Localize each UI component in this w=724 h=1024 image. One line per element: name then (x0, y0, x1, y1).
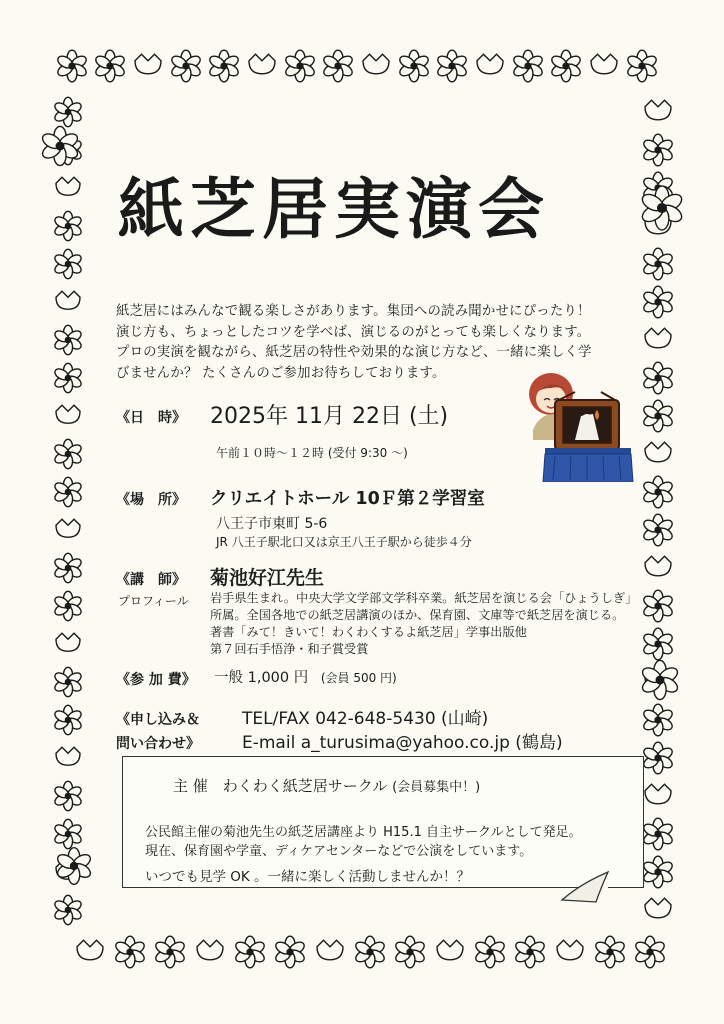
tulip-icon (197, 940, 223, 960)
flower-icon (114, 936, 146, 968)
flower-icon (53, 249, 83, 278)
flower-icon (53, 819, 83, 848)
tulip-icon (645, 898, 671, 918)
fee-label: 《参 加 費》 (116, 672, 196, 688)
flower-icon (53, 667, 83, 696)
flower-icon (53, 439, 83, 468)
profile-text (210, 590, 637, 658)
tulip-icon (56, 291, 80, 309)
organizer-body-line: 現在、保育園や学童、ディケアセンターなどで公演をしています。 (145, 844, 533, 859)
organizer-title: 主 催 わくわく紙芝居サークル (173, 777, 388, 795)
flower-icon (642, 286, 674, 318)
flower-icon (512, 50, 544, 82)
tulip-icon (645, 784, 671, 804)
tulip-icon (557, 940, 583, 960)
tulip-icon (645, 328, 671, 348)
profile-label: プロフィール (118, 594, 189, 608)
tulip-icon (77, 940, 103, 960)
organizer-cta: いつでも見学 OK 。一緒に楽しく活動しませんか！？ (145, 869, 471, 885)
flower-icon (53, 895, 83, 924)
fee-row (214, 666, 397, 687)
flower-icon (53, 211, 83, 240)
flower-icon (398, 50, 430, 82)
intro-line: プロの実演を観ながら、紙芝居の特性や効果的な演じ方など、一緒に楽しく学 (116, 345, 592, 360)
tulip-icon (363, 54, 389, 74)
tulip-icon (645, 100, 671, 120)
place-access: JR 八王子駅北口又は京王八王子駅から徒歩４分 (216, 535, 472, 549)
flower-icon (56, 50, 88, 82)
organizer-title-row (173, 775, 480, 796)
tulip-icon (56, 177, 80, 195)
place-label: 《場 所》 (116, 492, 186, 508)
tulip-icon (645, 442, 671, 462)
flower-icon (642, 590, 674, 622)
tulip-icon (135, 54, 161, 74)
place-address: 八王子市東町 5-6 (216, 516, 328, 532)
flower-icon (642, 818, 674, 850)
tulip-icon (249, 54, 275, 74)
time-value: 午前１０時～１２時 (受付 9:30 ～) (216, 446, 408, 460)
flower-icon (53, 553, 83, 582)
tulip-icon (437, 940, 463, 960)
flower-icon (474, 936, 506, 968)
flower-icon (514, 936, 546, 968)
tulip-icon (477, 54, 503, 74)
fee-member: (会員 500 円) (320, 671, 397, 685)
place-value: クリエイトホール 10Ｆ第２学習室 (210, 489, 485, 509)
intro-line: 紙芝居にはみんなで観る楽しさがあります。集団への読み聞かせにぴったり！ (116, 304, 591, 319)
flower-icon (154, 936, 186, 968)
flower-icon (642, 742, 674, 774)
flower-icon (170, 50, 202, 82)
profile-line: 所属。全国各地での紙芝居講演のほか、保育園、文庫等で紙芝居を演じる。 (210, 608, 625, 622)
flower-icon (53, 363, 83, 392)
flower-icon (550, 50, 582, 82)
date-label: 《日 時》 (116, 410, 186, 426)
lecturer-name: 菊池好江先生 (210, 567, 325, 589)
flower-icon (594, 936, 626, 968)
flower-icon (634, 936, 666, 968)
kamishibai-performer-illustration (515, 370, 635, 482)
flower-icon (642, 628, 674, 660)
flower-icon (94, 50, 126, 82)
flower-icon (642, 476, 674, 508)
flower-icon (284, 50, 316, 82)
organizer-body-line: 公民館主催の菊池先生の紙芝居講座より H15.1 自主サークルとして発足。 (145, 825, 582, 840)
fee-value: 一般 1,000 円 (214, 670, 309, 686)
organizer-box (122, 756, 644, 888)
date-value: 2025年 11月 22日 (土) (210, 404, 449, 429)
contact-email[interactable]: E-mail a_turusima@yahoo.co.jp (鶴島) (242, 733, 563, 753)
flower-icon (53, 477, 83, 506)
page-curl-icon (560, 870, 610, 904)
contact-tel: TEL/FAX 042-648-5430 (山崎) (242, 709, 489, 729)
intro-line: びませんか？ たくさんのご参加お待ちしております。 (116, 365, 446, 381)
flower-icon (436, 50, 468, 82)
tulip-icon (591, 54, 617, 74)
organizer-body (145, 823, 582, 861)
profile-line: 岩手県生まれ。中央大学文学部文学科卒業。紙芝居を演じる会「ひょうしぎ」 (210, 591, 638, 605)
flower-icon (354, 936, 386, 968)
flower-icon (642, 514, 674, 546)
flower-icon (642, 856, 674, 888)
contact-label-2: 問い合わせ》 (116, 736, 200, 752)
flower-icon (274, 936, 306, 968)
intro-line: 演じ方も、ちょっとしたコツを学べば、演じるのがとっても楽しくなります。 (116, 324, 591, 340)
profile-line: 著書「みて！きいて！わくわくするよ紙芝居」学事出版他 (210, 625, 527, 639)
flower-icon (53, 325, 83, 354)
flower-icon (53, 781, 83, 810)
flower-icon (642, 400, 674, 432)
flower-icon (208, 50, 240, 82)
tulip-icon (56, 405, 80, 423)
flower-icon (322, 50, 354, 82)
flower-icon (642, 362, 674, 394)
tulip-icon (317, 940, 343, 960)
organizer-note: (会員募集中！) (392, 780, 481, 795)
flower-icon (53, 591, 83, 620)
flower-icon (234, 936, 266, 968)
flower-icon (626, 50, 658, 82)
profile-line: 第７回石手悟浄・和子賞受賞 (210, 642, 369, 656)
lecturer-label: 《講 師》 (116, 572, 186, 588)
page-title: 紙芝居実演会 (118, 170, 550, 248)
flower-icon (53, 97, 83, 126)
flower-icon (53, 705, 83, 734)
contact-label-1: 《申し込み＆ (116, 712, 200, 728)
tulip-icon (56, 519, 80, 537)
tulip-icon (645, 556, 671, 576)
flower-icon (642, 134, 674, 166)
tulip-icon (56, 747, 80, 765)
flower-icon (642, 704, 674, 736)
flower-icon (394, 936, 426, 968)
tulip-icon (56, 633, 80, 651)
flower-icon (642, 248, 674, 280)
